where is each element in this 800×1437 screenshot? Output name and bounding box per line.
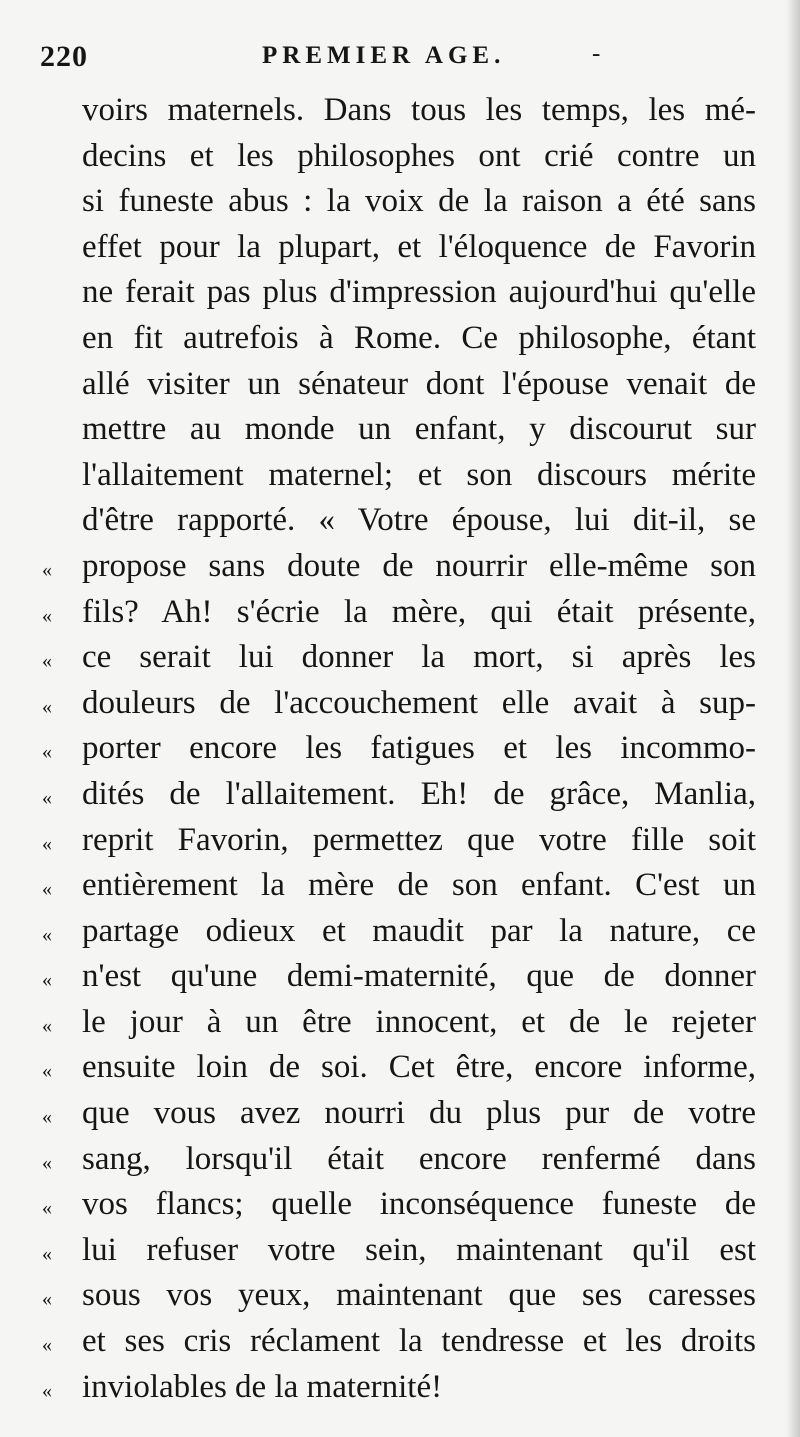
quote-mark: « (42, 1242, 52, 1265)
text-line (40, 316, 756, 362)
quote-mark: « (42, 741, 52, 764)
line-text: n'est qu'une demi-maternité, que de donner (82, 958, 756, 995)
quote-mark: « (42, 1151, 52, 1174)
line-text: vos flancs; quelle inconséquence funeste de (82, 1186, 756, 1223)
line-text: le jour à un être innocent, et de le rejeter (82, 1003, 756, 1040)
line-text: effet pour la plupart, et l'éloquence de Favorin (82, 228, 756, 265)
line-text: dités de l'allaitement. Eh! de grâce, Manlia, (82, 775, 756, 812)
line-text: et ses cris réclament la tendresse et les droits (82, 1323, 756, 1360)
page-edge-shadow (786, 0, 800, 1437)
text-line (40, 1045, 756, 1091)
body-text (40, 88, 756, 1410)
line-text: decins et les philosophes ont crié contre un (82, 137, 756, 174)
quote-mark: « (42, 604, 52, 627)
line-text: ce serait lui donner la mort, si après les (82, 639, 756, 676)
line-text: partage odieux et maudit par la nature, ce (82, 912, 756, 949)
text-line (40, 1182, 756, 1228)
line-text: fils? Ah! s'écrie la mère, qui était présente, (82, 593, 756, 630)
text-line (40, 909, 756, 955)
quote-mark: « (42, 1334, 52, 1357)
quote-mark: « (42, 923, 52, 946)
text-line (40, 772, 756, 818)
line-text: entièrement la mère de son enfant. C'est un (82, 867, 756, 904)
line-text: l'allaitement maternel; et son discours mérite (82, 456, 756, 493)
quote-mark: « (42, 650, 52, 673)
line-text: sous vos yeux, maintenant que ses caresses (82, 1277, 756, 1314)
quote-mark: « (42, 1379, 52, 1402)
line-text: porter encore les fatigues et les incommo- (82, 730, 756, 767)
text-line (40, 544, 756, 590)
line-text: d'être rapporté. « Votre épouse, lui dit-il, se (82, 502, 756, 539)
line-text: allé visiter un sénateur dont l'épouse venait de (82, 365, 756, 402)
page-number: 220 (40, 40, 88, 73)
text-line (40, 954, 756, 1000)
quote-mark: « (42, 832, 52, 855)
text-line (40, 362, 756, 408)
quote-mark: « (42, 1060, 52, 1083)
quote-mark: « (42, 1197, 52, 1220)
line-text: en fit autrefois à Rome. Ce philosophe, étant (82, 319, 756, 356)
text-line (40, 726, 756, 772)
text-line (40, 88, 756, 134)
running-head: PREMIER AGE. (262, 42, 506, 69)
line-text: ensuite loin de soi. Cet être, encore informe, (82, 1049, 756, 1086)
page-header (0, 36, 800, 82)
text-line (40, 1000, 756, 1046)
text-line (40, 1091, 756, 1137)
text-line (40, 453, 756, 499)
text-line (40, 818, 756, 864)
text-line (40, 1273, 756, 1319)
quote-mark: « (42, 558, 52, 581)
text-line (40, 863, 756, 909)
text-line (40, 134, 756, 180)
line-text: sang, lorsqu'il était encore renfermé dans (82, 1140, 756, 1177)
quote-mark: « (42, 969, 52, 992)
text-line (40, 1228, 756, 1274)
quote-mark: « (42, 695, 52, 718)
text-line (40, 681, 756, 727)
text-line (40, 498, 756, 544)
quote-mark: « (42, 786, 52, 809)
text-line (40, 1137, 756, 1183)
header-dash: - (592, 40, 601, 67)
line-text: reprit Favorin, permettez que votre fille soit (82, 821, 756, 858)
text-line (40, 1365, 756, 1411)
text-line (40, 225, 756, 271)
line-text: propose sans doute de nourrir elle-même son (82, 547, 756, 584)
text-line (40, 270, 756, 316)
line-text: voirs maternels. Dans tous les temps, les mé- (82, 92, 756, 128)
quote-mark: « (42, 1106, 52, 1129)
line-text: mettre au monde un enfant, y discourut sur (82, 411, 756, 448)
line-text: douleurs de l'accouchement elle avait à sup- (82, 684, 756, 721)
text-line (40, 635, 756, 681)
line-text: ne ferait pas plus d'impression aujourd'hui qu'elle (82, 274, 756, 311)
text-line (40, 590, 756, 636)
line-text: lui refuser votre sein, maintenant qu'il est (82, 1231, 756, 1268)
quote-mark: « (42, 1014, 52, 1037)
quote-mark: « (42, 878, 52, 901)
text-line (40, 179, 756, 225)
line-text: si funeste abus : la voix de la raison a été sans (82, 183, 756, 220)
line-text: que vous avez nourri du plus pur de votre (82, 1095, 756, 1132)
line-text: inviolables de la maternité! (82, 1368, 443, 1405)
text-line (40, 1319, 756, 1365)
quote-mark: « (42, 1288, 52, 1311)
text-line (40, 407, 756, 453)
